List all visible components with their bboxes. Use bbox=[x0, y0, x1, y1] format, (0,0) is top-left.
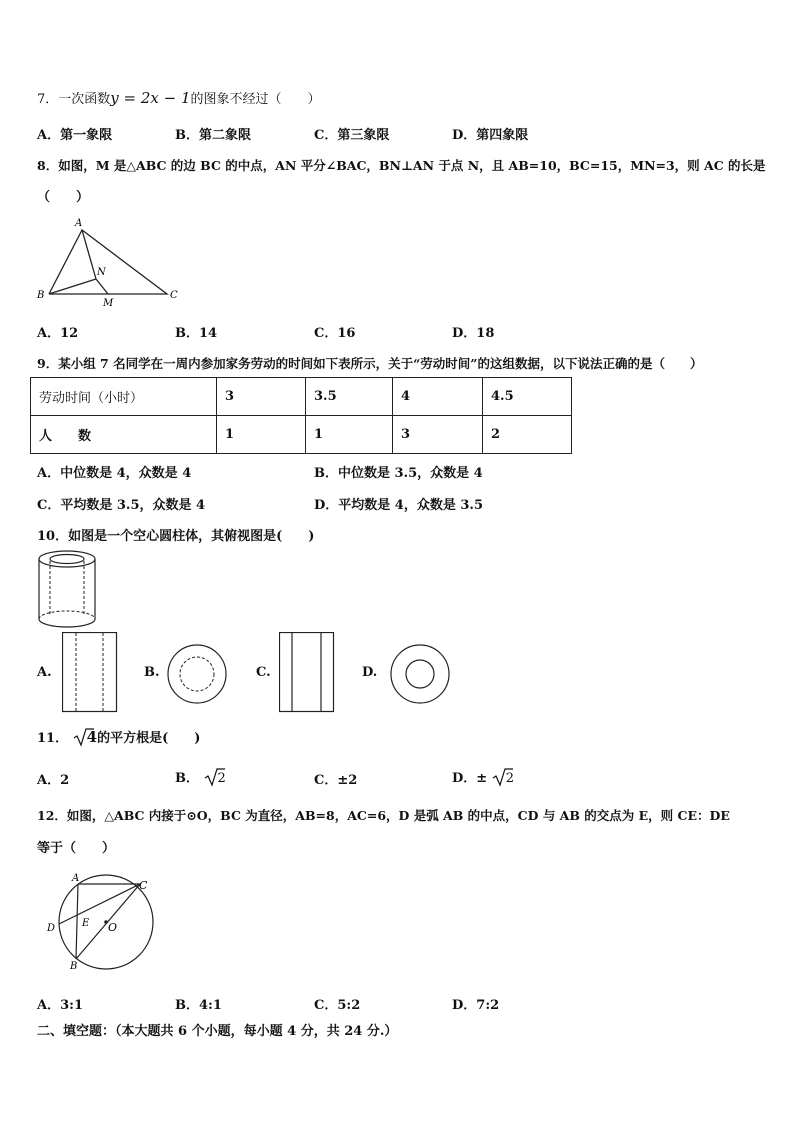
label-c: C bbox=[170, 290, 178, 301]
table-cell: 劳动时间（小时） bbox=[31, 378, 217, 416]
q9-option-d[interactable]: D．平均数是 4，众数是 3.5 bbox=[314, 498, 483, 513]
q10-stem: 10．如图是一个空心圆柱体，其俯视图是( ) bbox=[37, 529, 315, 544]
segment-an bbox=[82, 230, 96, 279]
q8-option-a[interactable]: A．12 bbox=[37, 326, 79, 341]
q11-option-d[interactable]: D．± 2 bbox=[452, 767, 514, 787]
q10-option-a-figure[interactable] bbox=[62, 632, 118, 713]
q10-option-c-label: C. bbox=[256, 665, 271, 680]
q9-option-c[interactable]: C．平均数是 3.5，众数是 4 bbox=[37, 498, 206, 513]
table-cell: 3.5 bbox=[306, 378, 393, 416]
q7-option-d[interactable]: D．第四象限 bbox=[452, 128, 529, 143]
q12-option-a[interactable]: A．3:1 bbox=[37, 998, 83, 1013]
segment-nm bbox=[96, 279, 108, 294]
q8-stem-line2: （ ） bbox=[37, 190, 90, 205]
q11-option-c[interactable]: C．±2 bbox=[314, 773, 358, 788]
label-b: B bbox=[70, 961, 78, 972]
q10-option-b-figure[interactable] bbox=[166, 643, 228, 705]
q12-option-d[interactable]: D．7:2 bbox=[452, 998, 500, 1013]
q11-option-b[interactable]: B． 2 bbox=[175, 767, 226, 787]
q10-hollow-cylinder-figure bbox=[34, 547, 100, 633]
q7-option-c[interactable]: C．第三象限 bbox=[314, 128, 390, 143]
q11-stem bbox=[37, 727, 200, 747]
q12-stem-line2: 等于（ ） bbox=[37, 841, 116, 856]
q11-radicand: 4 bbox=[86, 728, 98, 746]
table-row bbox=[31, 416, 572, 454]
label-n: N bbox=[97, 267, 106, 278]
table-row bbox=[31, 378, 572, 416]
table-cell: 1 bbox=[217, 416, 306, 454]
q10-option-c-figure[interactable] bbox=[279, 632, 335, 713]
table-cell: 3 bbox=[393, 416, 483, 454]
q11-prefix: 11． bbox=[37, 731, 69, 746]
q12-option-c[interactable]: C．5:2 bbox=[314, 998, 361, 1013]
triangle-abc bbox=[49, 230, 167, 294]
q8-option-d[interactable]: D．18 bbox=[452, 326, 495, 341]
label-c: C bbox=[139, 879, 148, 892]
q12-stem-line1: 12．如图，△ABC 内接于⊙O，BC 为直径，AB=8，AC=6，D 是弧 AB 的中点，CD 与 AB 的交点为 E，则 CE：DE bbox=[37, 808, 730, 823]
q12-circle-figure bbox=[44, 868, 160, 976]
q8-triangle-figure bbox=[34, 215, 194, 310]
q9-option-a[interactable]: A．中位数是 4，众数是 4 bbox=[37, 466, 192, 481]
q10-option-d-figure[interactable] bbox=[389, 643, 451, 705]
segment-ab bbox=[76, 884, 78, 959]
q7-stem bbox=[37, 88, 321, 107]
q10-option-a-label: A. bbox=[37, 665, 52, 680]
q10-option-b-label: B. bbox=[144, 665, 160, 680]
q8-stem-line1: 8．如图，M 是△ABC 的边 BC 的中点，AN 平分∠BAC，BN⊥AN 于点 N，且 AB=10，BC=15，MN=3，则 AC 的长是 bbox=[37, 158, 766, 173]
q10-option-d-label: D. bbox=[362, 665, 378, 680]
label-o: O bbox=[108, 921, 118, 934]
q8-option-c[interactable]: C．16 bbox=[314, 326, 356, 341]
label-e: E bbox=[82, 918, 90, 929]
table-cell: 4.5 bbox=[483, 378, 572, 416]
q7-suffix: 的图象不经过（ ） bbox=[190, 92, 321, 107]
table-cell: 1 bbox=[306, 416, 393, 454]
table-cell: 3 bbox=[217, 378, 306, 416]
label-a: A bbox=[75, 218, 83, 229]
table-cell: 4 bbox=[393, 378, 483, 416]
q11-option-a[interactable]: A．2 bbox=[37, 773, 70, 788]
table-cell: 2 bbox=[483, 416, 572, 454]
table-cell: 人 数 bbox=[31, 416, 217, 454]
q9-data-table bbox=[30, 377, 572, 454]
section2-title: 二、填空题：（本大题共 6 个小题，每小题 4 分，共 24 分.） bbox=[37, 1024, 398, 1039]
label-b: B bbox=[37, 290, 45, 301]
label-m: M bbox=[103, 298, 114, 309]
q7-option-b[interactable]: B．第二象限 bbox=[175, 128, 252, 143]
q12-option-b[interactable]: B．4:1 bbox=[175, 998, 222, 1013]
label-d: D bbox=[47, 923, 56, 934]
q9-stem: 9．某小组 7 名同学在一周内参加家务劳动的时间如下表所示，关于“劳动时间”的这组数据，以下说法正确的是（ ） bbox=[37, 356, 703, 371]
q8-option-b[interactable]: B．14 bbox=[175, 326, 218, 341]
q7-option-a[interactable]: A．第一象限 bbox=[37, 128, 113, 143]
q7-formula: y = 2x − 1 bbox=[110, 89, 191, 107]
label-a: A bbox=[72, 873, 80, 884]
q9-option-b[interactable]: B．中位数是 3.5，众数是 4 bbox=[314, 466, 483, 481]
q11-suffix: 的平方根是( ) bbox=[97, 731, 201, 746]
q7-prefix: 7．一次函数 bbox=[37, 92, 111, 107]
